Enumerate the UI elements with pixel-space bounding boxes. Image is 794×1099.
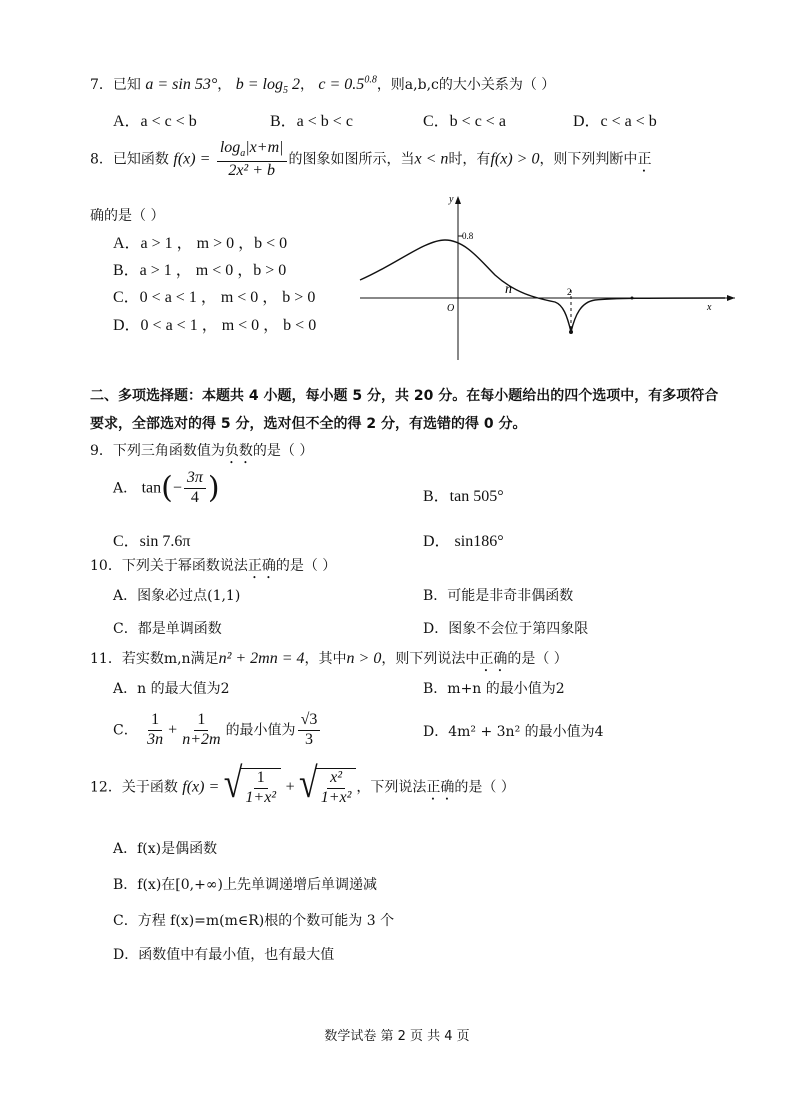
graph-tick-y: 0.8 [462,231,474,241]
q11-option-d: D．4m² + 3n² 的最小值为4 [423,724,604,740]
q12-emphasis: 正确 [426,779,455,796]
q8-function-graph [355,190,745,365]
q8-cond2: f(x) > 0 [490,150,540,168]
graph-x-label: x [707,302,712,313]
q8-text-3: ，则下列判断中 [539,151,638,168]
page-footer: 数学试卷 第 2 页 共 4 页 [324,1029,470,1044]
q12-option-d: D．函数值中有最小值，也有最大值 [113,947,335,963]
q7-a-def: a = sin 53° [145,76,218,93]
q10-option-d: D．图象不会位于第四象限 [423,621,589,637]
q9-emphasis: 负数 [224,443,253,459]
question-11: 11．若实数m,n满足n² + 2mn = 4，其中n > 0，则下列说法中正确的是（ ） [90,650,568,667]
function-curve [360,240,725,332]
q8-option-c: C．0 < a < 1 ， m < 0 ， b > 0 [113,289,316,306]
q7-c-def: $c = 0.5^{0.8}$ [318,74,377,93]
curve-min-point [569,330,573,334]
q8-option-a: A．a > 1 ， m > 0 ，b < 0 [113,235,288,252]
q11-emphasis: 正确 [479,651,508,667]
q7-option-a: A．a < c < b [113,113,197,130]
q8-cond: x < n [414,150,449,168]
question-12: 12．关于函数 f(x) = √ $\frac{1}{\text{1+x²}}$ + √ $\frac{\text{x²}}{\text{1+x²}}$ ，下列说法正确的是（ ） [90,760,515,807]
q9-option-c: C．sin 7.6π [113,533,191,550]
q12-option-a: A．f(x)是偶函数 [113,841,218,857]
graph-tick-n: n [505,282,512,297]
q7-prefix: 已知 [112,77,141,93]
q10-option-b: B．可能是非奇非偶函数 [423,588,574,604]
curve-point [631,297,634,300]
q7-option-b: B．a < b < c [270,113,353,130]
q11-option-a: A．n 的最大值为2 [113,681,230,697]
q10-emphasis: 正确 [247,558,276,574]
q9-option-b: B．tan 505° [423,488,504,505]
q8-fraction: $\frac{\log_a|x+m|}{\text{2x² + b}}$ [217,140,287,179]
q7-option-c: C．b < c < a [423,113,506,130]
q11-option-b: B．m+n 的最小值为2 [423,681,565,697]
graph-origin-label: O [447,303,455,314]
q9-option-a: A． tan(− $\frac{3\pi}{4}$ ) [113,469,220,506]
question-8 [90,140,651,179]
q7-b-def: $b = \log_5 2$ [235,76,300,97]
q8-emphasis: 正 [637,151,652,168]
graph-y-label: y [449,194,454,205]
q7-option-d: D．c < a < b [573,113,657,130]
q10-option-c: C．都是单调函数 [113,621,222,637]
q8-line-2: 确的是（ ） [90,208,165,224]
q8-number: 8． [90,151,113,168]
section-2-heading: 二、多项选择题：本题共 4 小题，每小题 5 分，共 20 分。在每小题给出的四个选项中，有多项符合要求，全部选对的得 5 分，选对但不全的得 2 分，有选错的得 0 分。 [90,388,719,432]
q8-option-b: B．a > 1 ， m < 0 ，b > 0 [113,262,287,279]
q8-fx: f(x) = [173,150,211,168]
q8-text-1: 的图象如图所示，当 [288,151,415,168]
question-7: 7．已知 a = sin 53°， $b = \log_5 2$， $c = 0.5^{0.8}$，则a,b,c的大小关系为（ ） [90,74,556,97]
q8-option-d: D．0 < a < 1 ， m < 0 ， b < 0 [113,317,317,334]
q7-number: 7． [90,77,113,93]
q10-option-a: A．图象必过点(1,1) [113,588,241,604]
q12-option-c: C．方程 f(x)=m(m∈R)根的个数可能为 3 个 [113,913,395,929]
q11-option-c: C． $\frac{1}{3n}$ + $\frac{1}{n+2m}$ 的最小值为 $\frac{√3}{3}$ [113,712,322,749]
q8-prefix: 已知函数 [112,151,169,168]
x-axis-arrow-icon [727,295,735,301]
graph-tick-2: 2 [567,287,572,297]
y-axis-arrow-icon [455,196,461,204]
q8-text-2: 时，有 [448,151,491,168]
q12-option-b: B．f(x)在[0,+∞)上先单调递增后单调递减 [113,877,377,893]
question-10: 10．下列关于幂函数说法正确的是（ ） [90,558,337,574]
q9-option-d: D． sin186° [423,533,504,550]
question-9: 9．下列三角函数值为负数的是（ ） [90,443,314,459]
q7-suffix: ，则a,b,c的大小关系为（ ） [376,77,556,93]
